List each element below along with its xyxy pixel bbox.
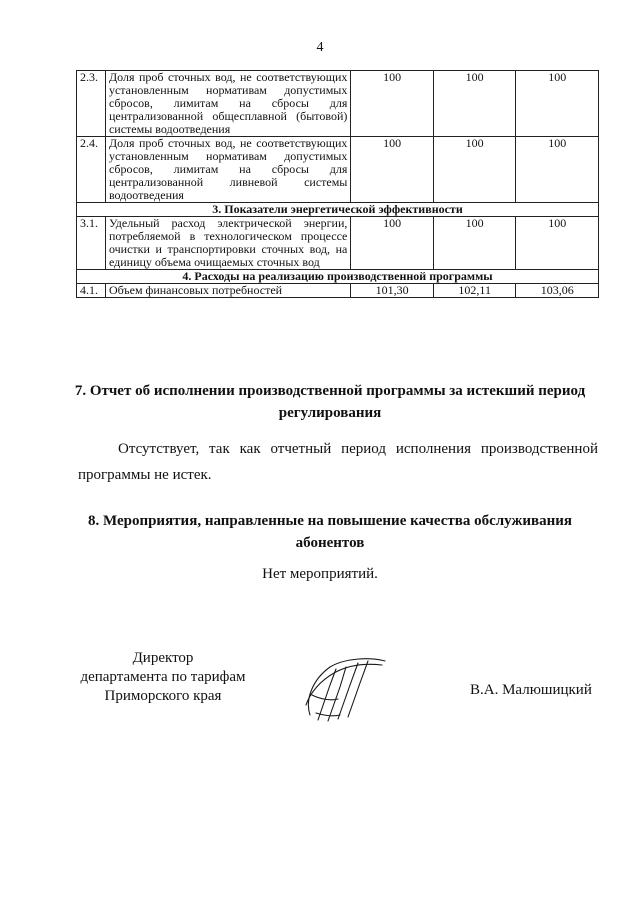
row-value-2: 100 [433, 137, 516, 203]
row-number: 4.1. [77, 284, 106, 298]
section-heading: 4. Расходы на реализацию производственной программы [77, 270, 599, 284]
page-number: 4 [316, 40, 324, 55]
table-section-row [77, 270, 599, 284]
row-value-2: 100 [433, 71, 516, 137]
indicators-table [76, 70, 599, 298]
table-row [77, 71, 599, 137]
row-number: 2.4. [77, 137, 106, 203]
row-number: 2.3. [77, 71, 106, 137]
row-value-1: 100 [351, 71, 434, 137]
row-value-3: 100 [516, 71, 599, 137]
row-description: Доля проб сточных вод, не соответствующих установленным нормативам допустимых сбросов, лимитам на сбросы для централизованной общесплавной (бытовой) системы водоотведения [105, 71, 350, 137]
table-row [77, 217, 599, 270]
handwritten-signature [300, 655, 390, 725]
section-8-text: Нет мероприятий. [262, 566, 378, 582]
table-row [77, 137, 599, 203]
row-value-3: 100 [516, 137, 599, 203]
section-7-text: Отсутствует, так как отчетный период исполнения производственной программы не истек. [78, 441, 598, 483]
section-heading: 3. Показатели энергетической эффективности [77, 203, 599, 217]
row-value-1: 100 [351, 137, 434, 203]
row-value-3: 103,06 [516, 284, 599, 298]
row-description: Объем финансовых потребностей [105, 284, 350, 298]
row-description: Доля проб сточных вод, не соответствующих установленным нормативам допустимых сбросов, лимитам на сбросы для централизованной ливневой системы водоотведения [105, 137, 350, 203]
table-row [77, 284, 599, 298]
section-8-title: 8. Мероприятия, направленные на повышение качества обслуживания абонентов [87, 513, 572, 551]
row-value-2: 102,11 [433, 284, 516, 298]
row-value-1: 101,30 [351, 284, 434, 298]
row-number: 3.1. [77, 217, 106, 270]
section-7-title: 7. Отчет об исполнении производственной программы за истекший период регулирования [74, 383, 586, 421]
table-section-row [77, 203, 599, 217]
row-value-1: 100 [351, 217, 434, 270]
row-value-2: 100 [433, 217, 516, 270]
signer-position-line-1: Директор [132, 650, 194, 666]
signer-name: В.А. Малюшицкий [470, 682, 592, 698]
signer-position-line-2: департамента по тарифам [80, 669, 246, 685]
signer-position-line-3: Приморского края [104, 688, 222, 704]
row-description: Удельный расход электрической энергии, потребляемой в технологическом процессе очистки и транспортировки сточных вод, на единицу объема очищаемых сточных вод [105, 217, 350, 270]
row-value-3: 100 [516, 217, 599, 270]
